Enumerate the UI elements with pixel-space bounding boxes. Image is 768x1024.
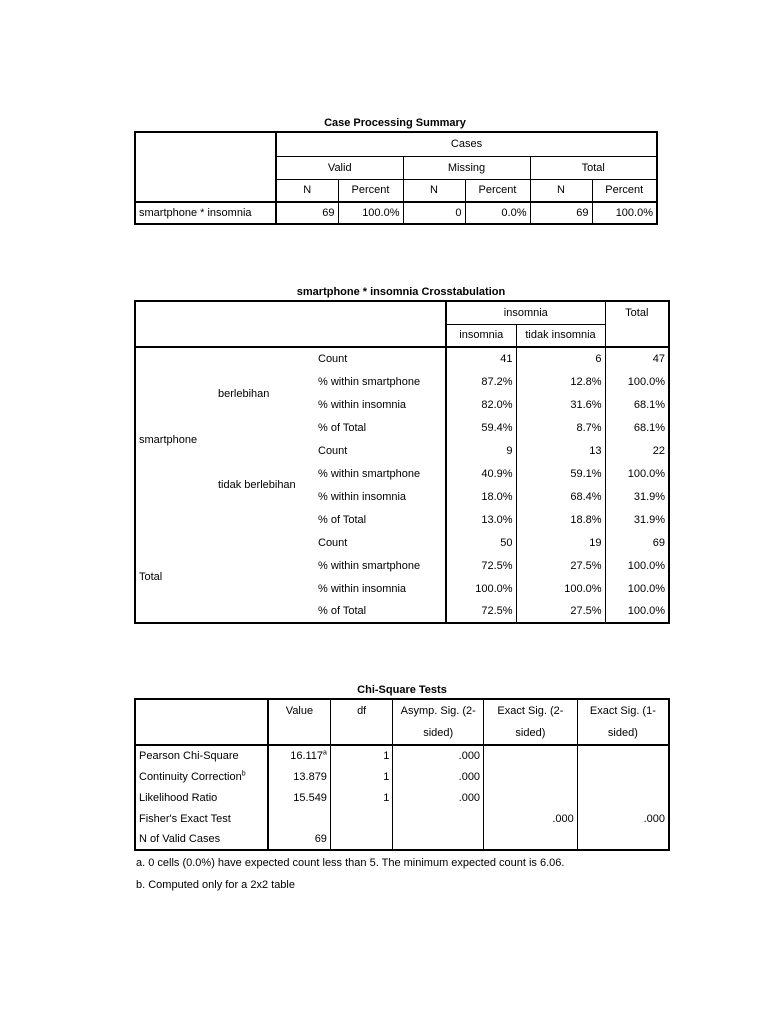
missing-n-header: N [403, 179, 465, 202]
cell-exact2 [484, 829, 578, 850]
cell: 13.0% [446, 508, 516, 531]
cell: 87.2% [446, 370, 516, 393]
cell-df: 1 [330, 787, 392, 808]
missing-header: Missing [403, 156, 530, 179]
stat-label: % within smartphone [318, 559, 421, 572]
total-header: Total [530, 156, 657, 179]
asymp-header-line1: Asymp. Sig. (2- [393, 699, 484, 722]
cell: 100.0% [605, 554, 669, 577]
cell: 12.8% [516, 370, 605, 393]
cell: 59.1% [516, 462, 605, 485]
table-row [135, 531, 669, 554]
cell-missing-percent: 0.0% [465, 202, 530, 224]
cell: 100.0% [605, 600, 669, 623]
cell-exact2 [484, 745, 578, 766]
case-summary-title: Case Processing Summary [324, 117, 466, 129]
cell: 13 [516, 439, 605, 462]
cell: 47 [605, 347, 669, 370]
tidak-berlebihan-label: tidak berlebihan [218, 479, 296, 491]
cell-exact2 [484, 766, 578, 787]
table-row [135, 202, 657, 224]
row-label: Likelihood Ratio [139, 791, 218, 804]
cell: 40.9% [446, 462, 516, 485]
cell: 31.9% [605, 485, 669, 508]
cell: 27.5% [516, 554, 605, 577]
cell-exact1 [577, 787, 669, 808]
crosstab-title: smartphone * insomnia Crosstabulation [296, 286, 506, 298]
row-label: Pearson Chi-Square [135, 745, 268, 766]
cell-exact1 [577, 766, 669, 787]
case-summary-table [134, 131, 658, 225]
total-col-header: Total [605, 301, 669, 347]
cell: 68.1% [605, 416, 669, 439]
cell: 31.9% [605, 508, 669, 531]
crosstab-corner [135, 301, 446, 347]
stat-label: % within smartphone [318, 467, 421, 480]
cell: 50 [446, 531, 516, 554]
cell-df [330, 829, 392, 850]
valid-header: Valid [276, 156, 403, 179]
footnote-a: a. 0 cells (0.0%) have expected count less than 5. The minimum expected count is 6.06. [136, 857, 565, 869]
cell-df: 1 [330, 766, 392, 787]
cell: 68.4% [516, 485, 605, 508]
row-label: Fisher's Exact Test [139, 812, 231, 825]
cell: 72.5% [446, 554, 516, 577]
stat-label: % within insomnia [318, 582, 407, 595]
stat-label: Count [318, 444, 348, 457]
exact2-header-line1: Exact Sig. (2- [484, 699, 578, 722]
cell: 9 [446, 439, 516, 462]
cell: 59.4% [446, 416, 516, 439]
exact1-header-line2: sided) [577, 722, 669, 745]
cell: 31.6% [516, 393, 605, 416]
footnote-marker: a [323, 749, 327, 757]
cell: 100.0% [605, 370, 669, 393]
valid-percent-header: Percent [338, 179, 403, 202]
stat-label: Count [315, 347, 446, 370]
cell-df [330, 808, 392, 829]
cell-value [268, 808, 330, 829]
cell-exact1 [577, 829, 669, 850]
stat-label: % within insomnia [318, 490, 407, 503]
table-row [135, 766, 669, 787]
cell-value: 69 [268, 829, 330, 850]
row-label: smartphone * insomnia [135, 202, 276, 224]
df-header: df [330, 699, 392, 745]
cell: 18.8% [516, 508, 605, 531]
chi-square-table [134, 698, 670, 851]
cell: 19 [516, 531, 605, 554]
cell-valid-n: 69 [276, 202, 338, 224]
footnote-marker: b [241, 769, 246, 777]
value-header: Value [268, 699, 330, 745]
missing-percent-header: Percent [465, 179, 530, 202]
cell-exact2: .000 [484, 808, 578, 829]
exact2-header-line2: sided) [484, 722, 578, 745]
cell-valid-percent: 100.0% [338, 202, 403, 224]
cell: 100.0% [605, 462, 669, 485]
stat-label: % of Total [318, 605, 367, 617]
total-row-label: Total [139, 570, 163, 583]
cell-df: 1 [330, 745, 392, 766]
cell-asymp: .000 [393, 766, 484, 787]
insomnia-col-header: insomnia [446, 324, 516, 347]
cell: 100.0% [516, 577, 605, 600]
cell: 18.0% [446, 485, 516, 508]
exact1-header-line1: Exact Sig. (1- [577, 699, 669, 722]
cell: 27.5% [516, 600, 605, 623]
chi-square-title: Chi-Square Tests [357, 684, 447, 696]
cell-exact1 [577, 745, 669, 766]
cell: 6 [516, 347, 605, 370]
valid-n-header: N [276, 179, 338, 202]
cases-header: Cases [276, 132, 657, 156]
cell-value: 15.549 [268, 787, 330, 808]
cell-missing-n: 0 [403, 202, 465, 224]
table-row [135, 829, 669, 850]
table-row [135, 347, 669, 370]
cell: 82.0% [446, 393, 516, 416]
chi-corner [135, 699, 268, 745]
cell: 22 [605, 439, 669, 462]
cell-value: 13.879 [268, 766, 330, 787]
cell-value: 16.117$^a$ [268, 745, 330, 766]
cell: 68.1% [605, 393, 669, 416]
stat-label: % within smartphone [318, 375, 421, 388]
table-row [135, 745, 669, 766]
total-percent-header: Percent [592, 179, 657, 202]
row-label: Continuity Correction$^b$ [139, 769, 246, 783]
cell: 72.5% [446, 600, 516, 623]
footnote-b: b. Computed only for a 2x2 table [136, 879, 295, 891]
cell: 69 [605, 531, 669, 554]
insomnia-group-header: insomnia [446, 301, 605, 324]
cell-exact1: .000 [577, 808, 669, 829]
cell: 100.0% [605, 577, 669, 600]
stat-label: % of Total [318, 513, 367, 526]
cell: 41 [446, 347, 516, 370]
cell-total-n: 69 [530, 202, 592, 224]
stat-label: Count [318, 536, 348, 549]
cell: 100.0% [446, 577, 516, 600]
stat-label: % within insomnia [318, 398, 407, 411]
stat-label: % of Total [318, 421, 367, 434]
total-n-header: N [530, 179, 592, 202]
cell-total-percent: 100.0% [592, 202, 657, 224]
row-label: N of Valid Cases [139, 833, 221, 845]
table-row [135, 787, 669, 808]
cell-asymp: .000 [393, 745, 484, 766]
case-summary-corner [135, 132, 276, 202]
tidak-insomnia-col-header: tidak insomnia [516, 324, 605, 347]
cell: 8.7% [516, 416, 605, 439]
crosstab-table [134, 300, 670, 624]
cell-asymp: .000 [393, 787, 484, 808]
asymp-header-line2: sided) [393, 722, 484, 745]
cell-asymp [393, 808, 484, 829]
cell-asymp [393, 829, 484, 850]
berlebihan-label: berlebihan [215, 347, 315, 439]
table-row [135, 439, 669, 462]
smartphone-label: smartphone [135, 347, 215, 531]
cell-exact2 [484, 787, 578, 808]
table-row [135, 808, 669, 829]
